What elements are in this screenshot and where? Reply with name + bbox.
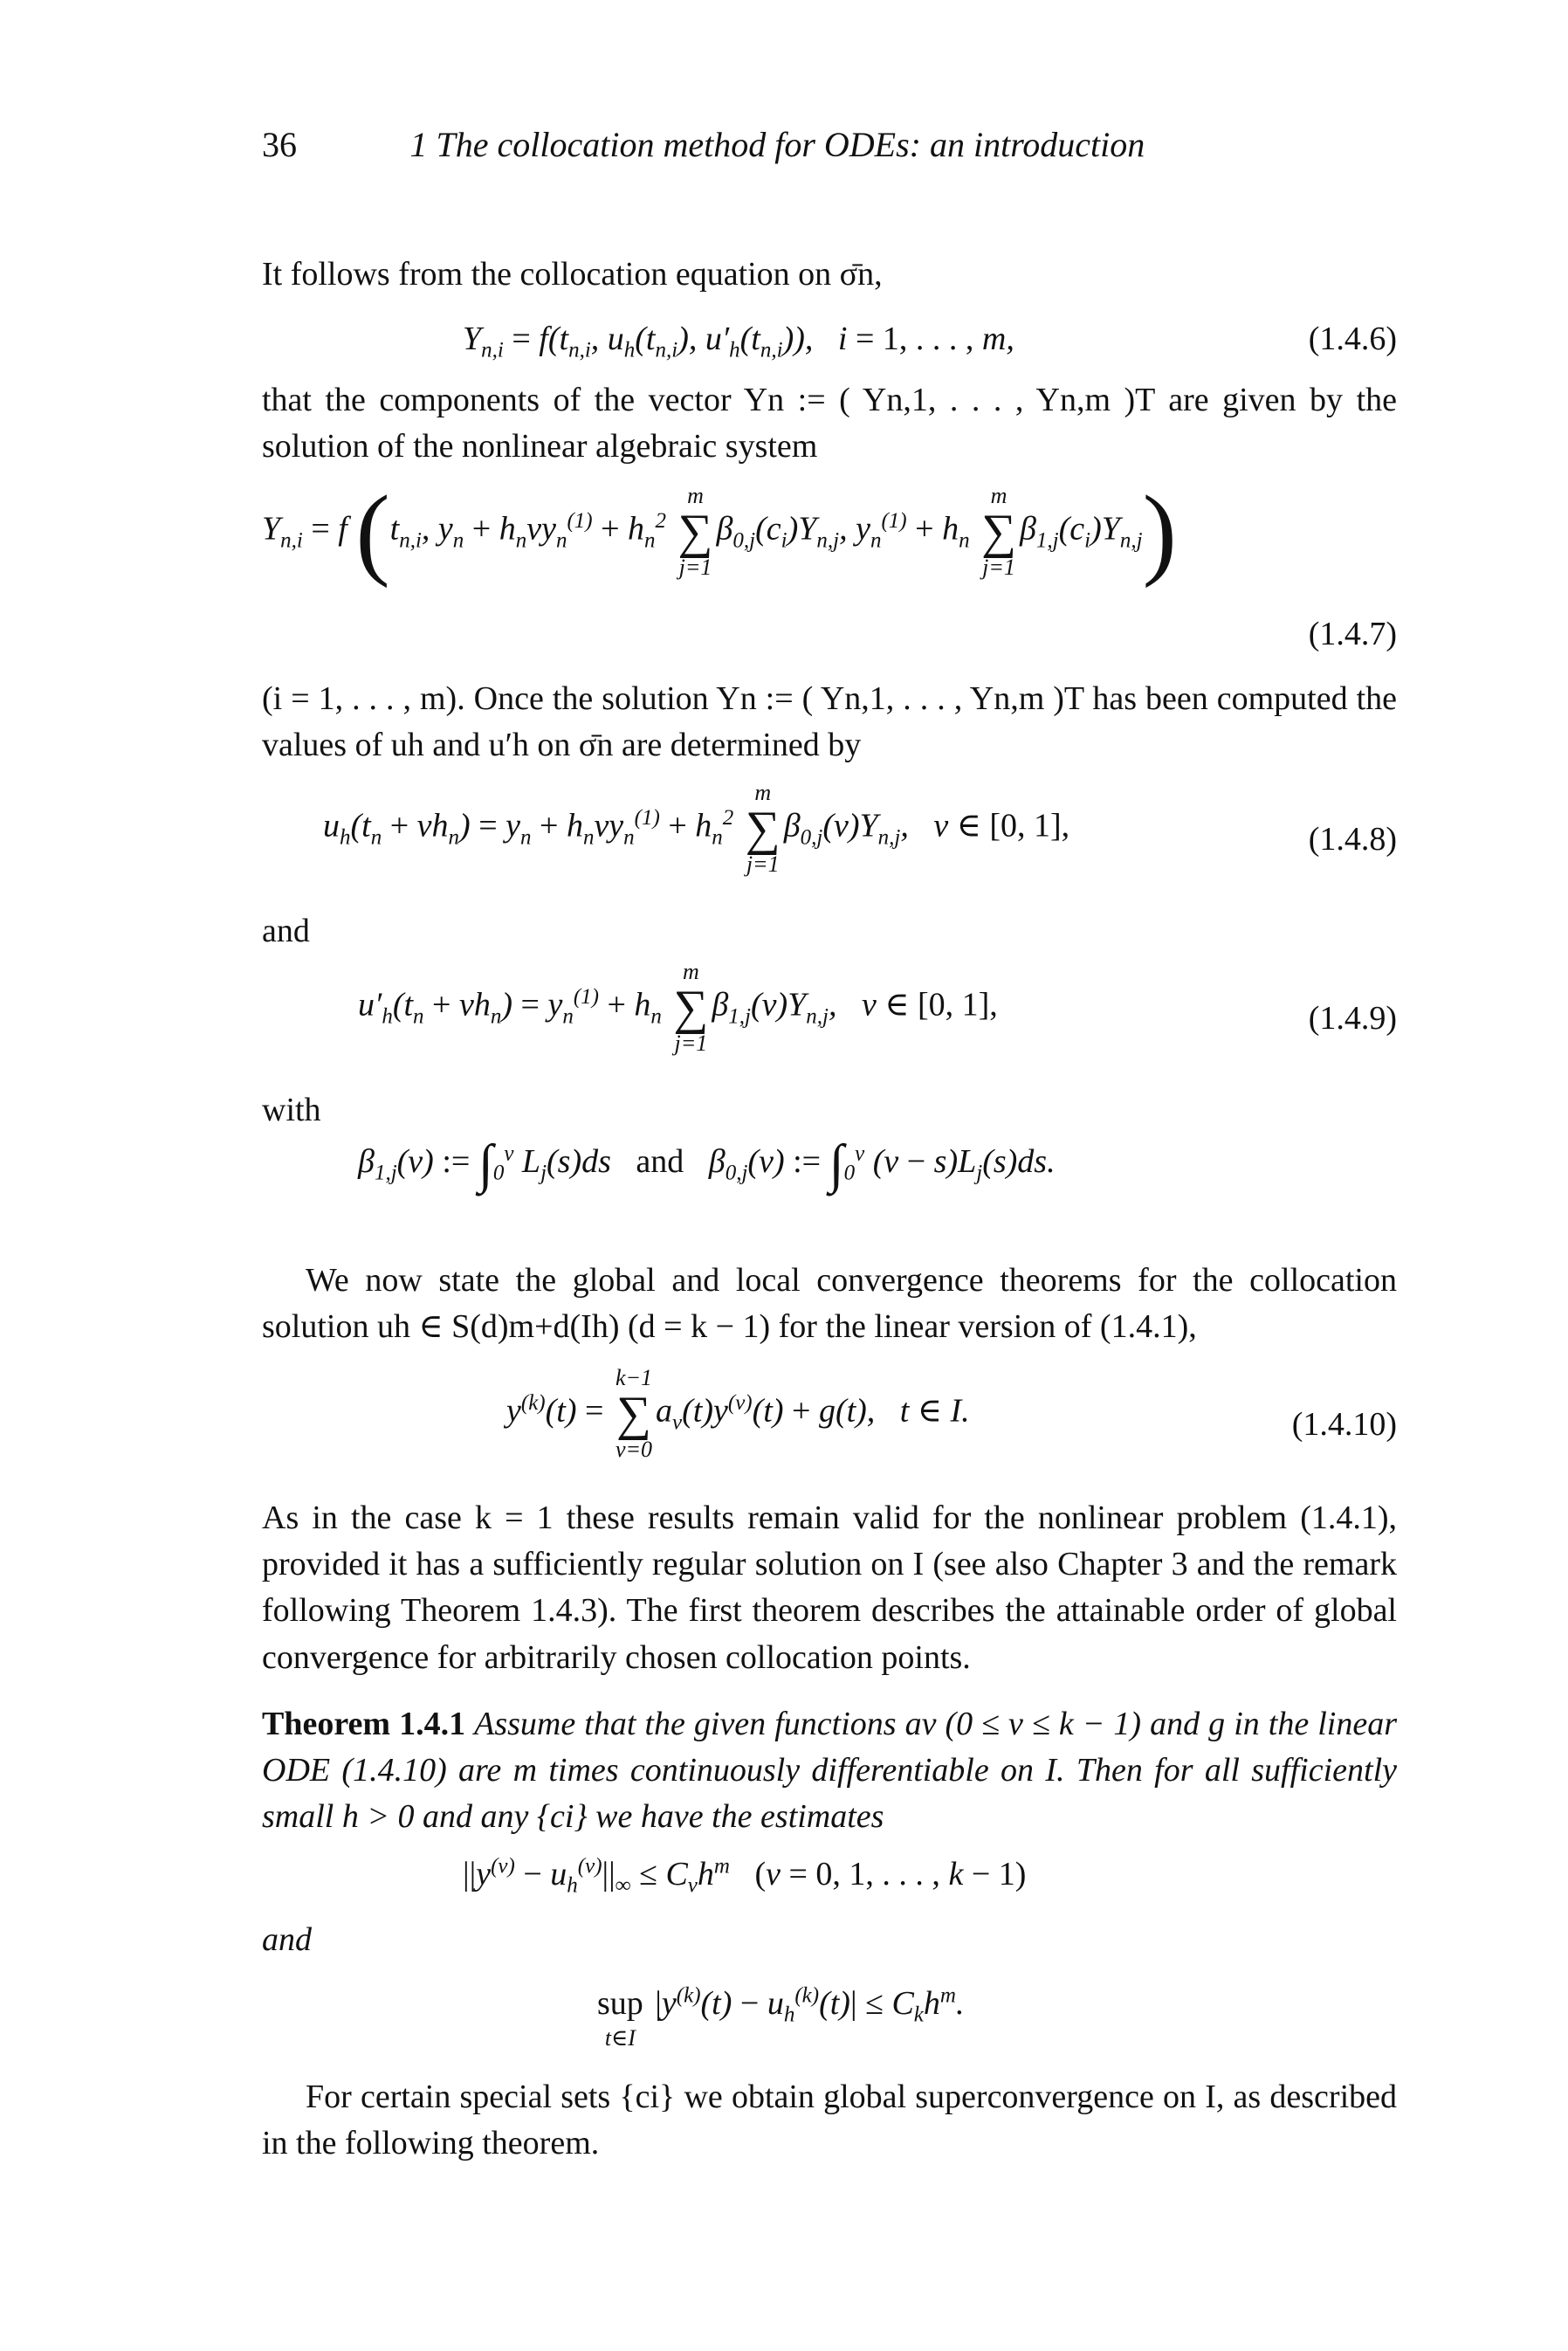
running-head: 1 The collocation method for ODEs: an introduction <box>409 125 1145 164</box>
paragraph-4: We now state the global and local convergence theorems for the collocation solution uh ∈ S(d)m+d(Ih) (d = k − 1) for the linear version of (1.4.1), <box>262 1262 1397 1346</box>
equation-body: $Y_{n,i} = f$ ($t_{n,i}$, $y_n + h_nvy_n^{(1)} + h_n^2$ m ∑ j=1 $\beta_{0,j}(c_i)Y_{n,j}$, $y_n^{(1)} + h_n$ m ∑ j=1 $\beta_{1,j}(c_i)Y_{n,j}$) <box>262 474 1177 589</box>
word-and-2: and <box>262 1921 312 1958</box>
equation-1-4-10 <box>262 1367 1397 1480</box>
word-and-1: and <box>262 913 310 949</box>
equation-number: (1.4.7) <box>1308 616 1397 652</box>
equation-1-4-9 <box>262 961 1397 1074</box>
estimate-1 <box>262 1851 1397 1904</box>
equation-body: $\beta_{1,j}(v)$ := $\int_0^v$ $L_j(s)ds$ and $\beta_{0,j}(v)$ := $\int_0^v$ $(v - s)L_j(s)ds$. <box>358 1134 1056 1194</box>
equation-body: $u_h(t_n + vh_n) = y_n + h_nvy_n^{(1)} + h_n^2$ m ∑ j=1 $\beta_{0,j}(v)Y_{n,j}$, v ∈ [0, 1], <box>323 780 1070 877</box>
equation-1-4-8 <box>262 782 1397 895</box>
theorem-1-4-1 <box>262 1701 1397 1841</box>
equation-body: sup t∈I $|y^{(k)}(t) - u_h^{(k)}(t)| \le C_kh^m$. <box>597 1983 965 2051</box>
word-with: with <box>262 1092 321 1128</box>
page-header <box>262 121 1397 169</box>
paragraph-1: It follows from the collocation equation on σ̄n, <box>262 256 883 293</box>
estimate-2 <box>262 1981 1397 2059</box>
beta-definitions <box>262 1127 1397 1223</box>
equation-number: (1.4.6) <box>1308 321 1397 357</box>
equation-1-4-6 <box>262 316 1397 365</box>
paragraph-2: that the components of the vector Yn := ( Yn,1, . . . , Yn,m )T are given by the solution of the nonlinear algebraic system <box>262 382 1397 465</box>
paragraph-3: (i = 1, . . . , m). Once the solution Yn := ( Yn,1, . . . , Yn,m )T has been computed the values of uh and u′h on σ̄n are determined by <box>262 680 1397 764</box>
theorem-label: Theorem 1.4.1 <box>262 1706 466 1742</box>
equation-number: (1.4.8) <box>1308 821 1397 858</box>
equation-number: (1.4.9) <box>1308 1000 1397 1037</box>
equation-body: $||y^{(\nu)} - u_h^{(\nu)}||_\infty \le C_\nu h^m$ (ν = 0, 1, . . . , k − 1) <box>463 1854 1027 1898</box>
theorem-statement: Assume that the given functions aν (0 ≤ ν ≤ k − 1) and g in the linear ODE (1.4.10) are m times continuously differentiable on I. Then for all sufficiently small h > 0 and any {ci} we have the estimates <box>262 1706 1398 1836</box>
equation-1-4-7-number-row <box>262 611 1397 655</box>
page-number: 36 <box>262 125 297 164</box>
equation-1-4-7 <box>262 474 1397 611</box>
equation-number: (1.4.10) <box>1291 1406 1397 1443</box>
equation-body: $Y_{n,i} = f(t_{n,i}$, $u_h(t_{n,i})$, $u'_h(t_{n,i})$), i = 1, . . . , m, <box>463 321 1014 362</box>
paragraph-6: For certain special sets {ci} we obtain global superconvergence on I, as described in the following theorem. <box>262 2079 1397 2162</box>
equation-body: $y^{(k)}(t)$ = k−1 ∑ ν=0 $a_\nu(t)y^{(\nu)}(t) + g(t)$, t ∈ I. <box>506 1365 970 1462</box>
paragraph-5: As in the case k = 1 these results remain valid for the nonlinear problem (1.4.1), provided it has a sufficiently regular solution on I (see also Chapter 3 and the remark following Theorem 1.4.3). The first theorem describes the attainable order of global convergence for arbitrarily chosen collocation points. <box>262 1500 1397 1676</box>
equation-body: $u'_h(t_n + vh_n) = y_n^{(1)} + h_n$ m ∑ j=1 $\beta_{1,j}(v)Y_{n,j}$, v ∈ [0, 1], <box>358 959 998 1056</box>
